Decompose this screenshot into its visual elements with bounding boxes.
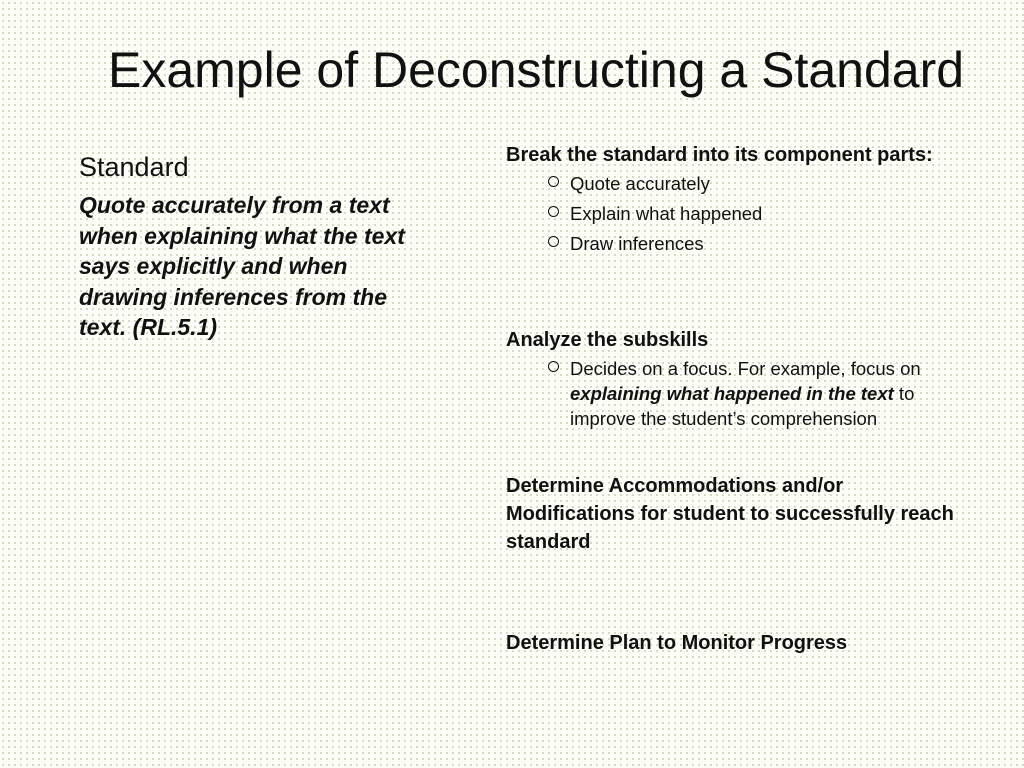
bullet-text-emphasis: explaining what happened in the text xyxy=(570,383,894,404)
list-item-text: Explain what happened xyxy=(570,203,763,224)
monitor-section xyxy=(506,629,976,657)
component-parts-list xyxy=(506,171,976,256)
circle-bullet-icon xyxy=(548,176,559,187)
monitor-heading: Determine Plan to Monitor Progress xyxy=(506,632,848,654)
break-down-section xyxy=(506,141,976,261)
standard-heading: Standard xyxy=(79,152,189,182)
circle-bullet-icon xyxy=(548,236,559,247)
standard-column xyxy=(79,150,439,343)
accommodations-heading: Determine Accommodations and/or Modifications for student to successfully reach standard xyxy=(506,475,954,553)
list-item xyxy=(546,356,976,431)
list-item xyxy=(546,171,976,196)
list-item-text: Quote accurately xyxy=(570,173,710,194)
list-item xyxy=(546,201,976,226)
bullet-text-prefix: Decides on a focus. For example, focus on xyxy=(570,358,921,379)
circle-bullet-icon xyxy=(548,206,559,217)
subskills-list xyxy=(506,356,976,431)
list-item xyxy=(546,231,976,256)
analyze-heading: Analyze the subskills xyxy=(506,329,709,351)
slide-title: Example of Deconstructing a Standard xyxy=(108,42,965,98)
bullet-text-suffix: to improve the student’s comprehension xyxy=(570,383,915,429)
standard-text: Quote accurately from a text when explaining what the text says explicitly and when drawing inferences from the text. (RL.5.1) xyxy=(79,192,405,340)
break-down-heading: Break the standard into its component parts: xyxy=(506,144,933,166)
circle-bullet-icon xyxy=(548,361,559,372)
list-item-text: Draw inferences xyxy=(570,233,704,254)
accommodations-section xyxy=(506,472,976,556)
analyze-section xyxy=(506,326,976,436)
